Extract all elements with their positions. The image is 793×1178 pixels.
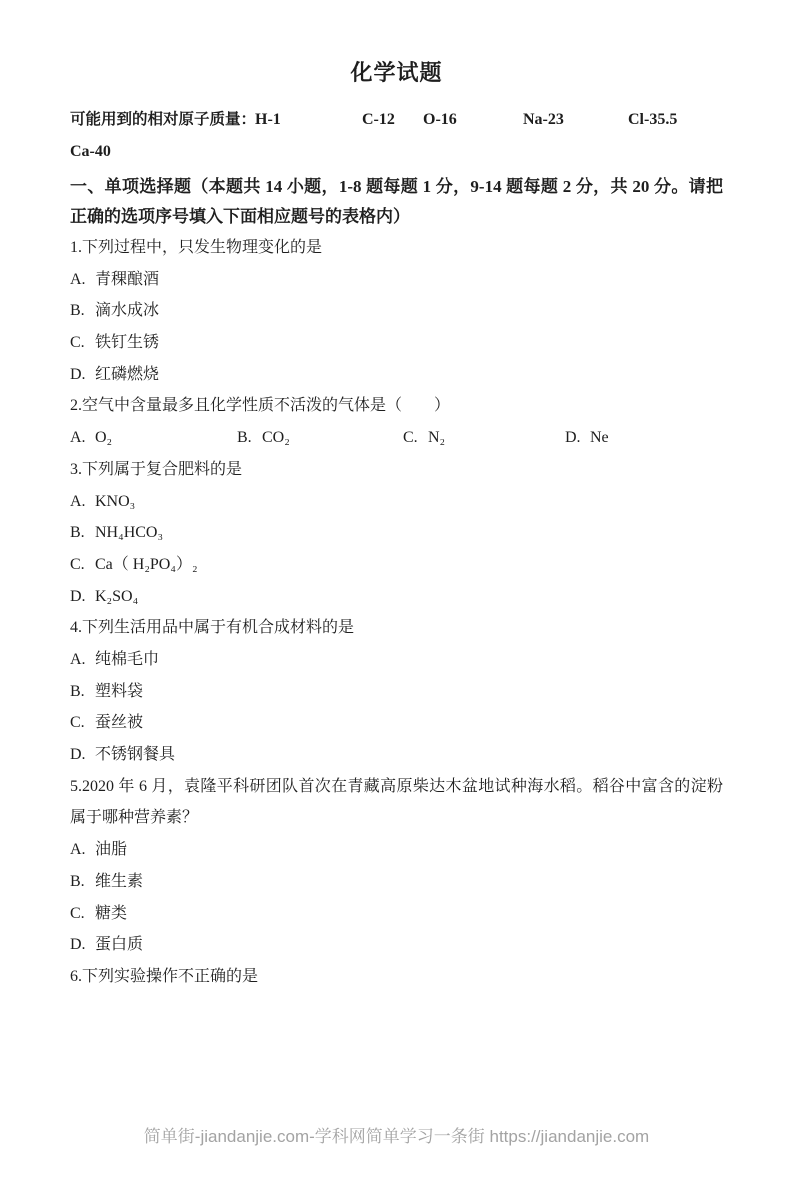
option-label: C.	[70, 555, 85, 573]
option-text: K₂SO₄	[95, 587, 139, 605]
atomic-mass-h: H-1	[255, 111, 281, 128]
option-text: CO₂	[262, 429, 290, 447]
question-text: 2.空气中含量最多且化学性质不活泼的气体是（ ）	[70, 397, 451, 415]
option-text: 维生素	[95, 872, 144, 890]
option-label: A.	[70, 651, 86, 668]
question-2	[70, 390, 723, 453]
option-text: 青稞酿酒	[95, 270, 160, 288]
exam-page	[0, 56, 793, 1178]
question-text: 5.2020 年 6 月，袁隆平科研团队首次在青藏高原柴达木盆地试种海水稻。稻谷中富含的淀粉属于哪种营养素？	[70, 777, 723, 827]
option-d	[70, 581, 723, 613]
option-label: C.	[70, 714, 85, 732]
option-text: 糖类	[95, 904, 128, 922]
watermark-footer: 简单街-jiandanjie.com-学科网简单学习一条街 https://jiandanjie.com	[143, 1127, 650, 1146]
option-text: N₂	[428, 429, 446, 447]
section-header: 一、单项选择题（本题共 14 小题，1-8 题每题 1 分，9-14 题每题 2 分，共 20 分。请把正确的选项序号填入下面相应题号的表格内）	[70, 177, 723, 226]
option-a	[70, 422, 237, 454]
option-label: D.	[70, 365, 86, 383]
option-b	[70, 866, 723, 898]
option-text: 不锈钢餐具	[95, 746, 176, 764]
option-text: 蚕丝被	[95, 714, 144, 732]
question-6	[70, 961, 723, 993]
option-b	[70, 676, 723, 708]
option-label: B.	[70, 302, 85, 320]
atomic-mass-label: 可能用到的相对原子质量：	[70, 111, 257, 128]
option-label: C.	[403, 429, 418, 447]
option-d	[70, 359, 723, 391]
option-text: 纯棉毛巾	[95, 651, 160, 668]
question-text: 6.下列实验操作不正确的是	[70, 967, 259, 985]
page-title: 化学试题	[350, 60, 443, 85]
option-label: C.	[70, 334, 85, 352]
atomic-mass-na: Na-23	[523, 111, 564, 128]
option-label: D.	[70, 587, 86, 605]
option-c	[70, 549, 723, 581]
option-label: B.	[70, 872, 85, 890]
option-text: 铁钉生锈	[95, 334, 160, 352]
option-label: D.	[70, 936, 86, 954]
option-d	[70, 929, 723, 961]
option-b	[70, 517, 723, 549]
option-c	[70, 898, 723, 930]
option-a	[70, 834, 723, 866]
option-d	[565, 422, 609, 454]
option-text: 油脂	[95, 841, 128, 859]
option-label: A.	[70, 492, 86, 510]
question-text: 4.下列生活用品中属于有机合成材料的是	[70, 619, 355, 637]
option-label: A.	[70, 270, 86, 288]
question-3	[70, 454, 723, 612]
option-text: O₂	[95, 429, 113, 447]
option-text: 塑料袋	[95, 682, 144, 700]
atomic-mass-c: C-12	[362, 111, 395, 128]
option-label: D.	[565, 429, 581, 447]
option-text: Ca（ H₂PO₄）₂	[95, 555, 198, 573]
option-text: 红磷燃烧	[95, 365, 160, 383]
option-c	[403, 422, 565, 454]
option-label: D.	[70, 746, 86, 764]
option-a	[70, 644, 723, 676]
atomic-mass-o: O-16	[423, 111, 457, 128]
options-row	[70, 422, 723, 454]
question-text: 3.下列属于复合肥料的是	[70, 460, 243, 478]
question-5	[70, 771, 723, 961]
option-label: A.	[70, 429, 86, 447]
option-text: 滴水成冰	[95, 302, 160, 320]
option-label: C.	[70, 904, 85, 922]
option-text: KNO₃	[95, 492, 136, 510]
option-c	[70, 707, 723, 739]
option-d	[70, 739, 723, 771]
atomic-mass-ca: Ca-40	[70, 143, 111, 160]
option-label: B.	[237, 429, 252, 447]
option-label: B.	[70, 524, 85, 542]
option-a	[70, 486, 723, 518]
question-text: 1.下列过程中，只发生物理变化的是	[70, 239, 323, 256]
option-label: A.	[70, 841, 86, 859]
option-text: NH₄HCO₃	[95, 524, 164, 542]
option-label: B.	[70, 682, 85, 700]
option-b	[237, 422, 403, 454]
atomic-mass-note	[70, 104, 723, 136]
question-4	[70, 612, 723, 770]
option-b	[70, 295, 723, 327]
option-c	[70, 327, 723, 359]
question-1	[70, 232, 723, 390]
atomic-mass-cl: Cl-35.5	[628, 111, 678, 128]
option-text: Ne	[590, 429, 609, 447]
option-text: 蛋白质	[95, 936, 144, 954]
option-a	[70, 264, 723, 296]
